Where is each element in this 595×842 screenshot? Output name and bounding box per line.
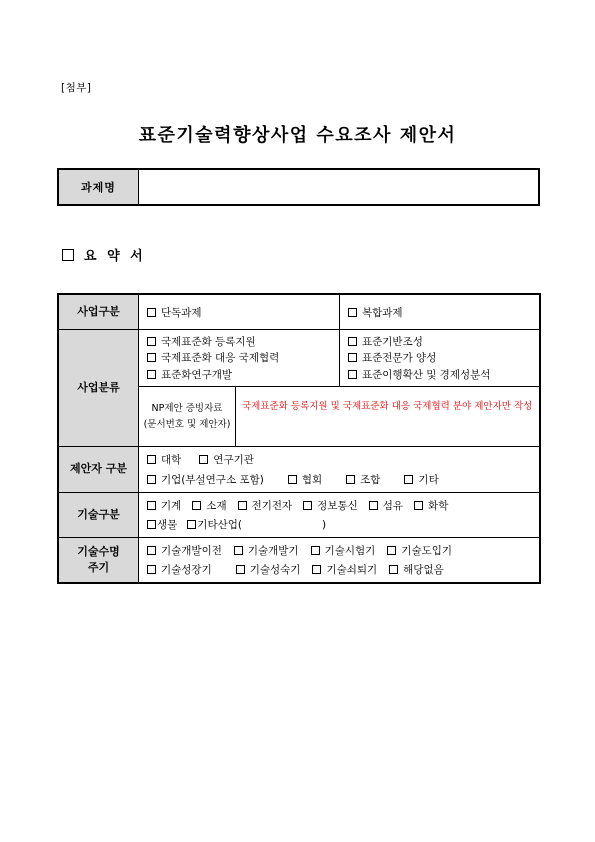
option-electronics[interactable] [238, 498, 293, 513]
option-label: 소재 [206, 500, 227, 512]
option-label: 기업(부설연구소 포함) [161, 473, 264, 486]
option-label: 기술개발기 [247, 545, 299, 557]
option-decline[interactable] [312, 562, 377, 577]
category-right-column [339, 330, 539, 386]
checkbox-icon[interactable] [311, 546, 320, 555]
business-type-label: 사업구분 [59, 295, 139, 329]
option-label: 섬유 [382, 500, 404, 512]
checkbox-icon [62, 249, 74, 261]
summary-table [57, 293, 541, 584]
np-evidence-row [139, 386, 539, 446]
option-intl-standard-cooperation[interactable] [147, 350, 333, 365]
proposer-options-row1 [147, 452, 531, 467]
checkbox-icon[interactable] [147, 520, 156, 529]
checkbox-icon[interactable] [147, 337, 156, 346]
option-label: 기술성숙기 [249, 564, 301, 576]
np-evidence-field[interactable] [236, 387, 539, 446]
option-label: 표준기반조성 [362, 335, 423, 348]
option-label: 해당없음 [403, 564, 444, 576]
option-maturity[interactable] [236, 562, 301, 577]
checkbox-icon[interactable] [147, 353, 156, 362]
option-standard-base[interactable] [348, 334, 533, 349]
tech-options-row1 [147, 498, 531, 513]
proposer-type-row [59, 446, 539, 492]
option-intl-standard-registration[interactable] [147, 334, 333, 349]
option-research-institute[interactable] [199, 452, 254, 467]
option-pre-development[interactable] [147, 543, 222, 558]
option-label: 기술개발이전 [161, 545, 222, 557]
project-name-label: 과제명 [59, 170, 139, 204]
option-label: 조합 [360, 473, 381, 486]
option-chemistry[interactable] [414, 498, 448, 513]
np-label-line2: (문서번호 및 제안자) [143, 418, 231, 430]
option-other[interactable] [404, 472, 438, 487]
checkbox-icon[interactable] [312, 565, 321, 574]
option-label: 기술도입기 [401, 545, 453, 557]
np-evidence-label [139, 387, 236, 446]
option-other-industry[interactable] [187, 517, 326, 532]
option-label: 정보통신 [317, 500, 358, 512]
checkbox-icon[interactable] [404, 475, 413, 484]
business-category-label: 사업분류 [59, 330, 139, 446]
tech-type-row [59, 492, 539, 537]
checkbox-icon[interactable] [389, 565, 398, 574]
option-label: 화학 [428, 500, 449, 512]
option-standard-rnd[interactable] [147, 367, 333, 382]
attachment-label: [첨부] [61, 82, 92, 94]
option-label: 기술시험기 [324, 545, 376, 557]
option-label: 기타 [418, 473, 439, 486]
tech-type-options [139, 493, 539, 537]
project-name-table [57, 168, 540, 206]
checkbox-icon[interactable] [147, 501, 156, 510]
np-note: 국제표준화 등록지원 및 국제표준화 대응 국제협력 분야 제안자만 작성 [242, 401, 533, 412]
option-label: 연구기관 [213, 454, 254, 467]
checkbox-icon[interactable] [303, 501, 312, 510]
business-type-options [139, 295, 539, 329]
checkbox-icon[interactable] [199, 455, 208, 464]
option-label: 기술쇠퇴기 [326, 564, 378, 576]
option-union[interactable] [346, 472, 380, 487]
checkbox-icon[interactable] [369, 501, 378, 510]
checkbox-icon[interactable] [187, 520, 196, 529]
checkbox-icon[interactable] [387, 546, 396, 555]
tech-options-row2 [147, 517, 531, 532]
business-category-body [139, 330, 539, 446]
proposer-type-label: 제안자 구분 [59, 447, 139, 492]
checkbox-icon[interactable] [288, 475, 297, 484]
checkbox-icon[interactable] [348, 370, 357, 379]
checkbox-icon[interactable] [348, 353, 357, 362]
option-label: 대학 [161, 454, 182, 467]
lifecycle-label-line2: 주기 [87, 561, 110, 574]
option-combined-project[interactable] [339, 295, 539, 329]
option-label: 표준이행확산 및 경제성분석 [362, 369, 491, 382]
np-label-line1: NP제안 증빙자료 [151, 403, 223, 415]
checkbox-icon[interactable] [147, 475, 156, 484]
option-university[interactable] [147, 452, 181, 467]
proposer-options-row2 [147, 472, 531, 487]
option-machinery[interactable] [147, 498, 181, 513]
tech-lifecycle-label [59, 538, 139, 582]
option-label: 협회 [301, 473, 323, 486]
checkbox-icon[interactable] [192, 501, 201, 510]
checkbox-icon[interactable] [236, 565, 245, 574]
option-label: 기타산업( [197, 519, 242, 531]
option-label: 복합과제 [362, 306, 403, 319]
proposer-type-options [139, 447, 539, 492]
option-label: 생물 [157, 519, 178, 531]
checkbox-icon[interactable] [414, 501, 423, 510]
business-type-row [59, 295, 539, 329]
checkbox-icon[interactable] [147, 455, 156, 464]
option-label: 표준전문가 양성 [362, 352, 437, 365]
checkbox-icon[interactable] [147, 565, 156, 574]
business-category-row [59, 329, 539, 446]
tech-type-label: 기술구분 [59, 493, 139, 537]
option-growth[interactable] [147, 562, 212, 577]
document-title: 표준기술력향상사업 수요조사 제안서 [138, 125, 457, 146]
option-not-applicable[interactable] [389, 562, 444, 577]
option-biology[interactable] [147, 517, 177, 532]
option-label: 국제표준화 등록지원 [161, 335, 256, 348]
checkbox-icon[interactable] [147, 546, 156, 555]
lifecycle-options-row2 [147, 562, 531, 577]
checkbox-icon[interactable] [348, 337, 357, 346]
option-label: 기계 [161, 500, 182, 512]
option-label: 표준화연구개발 [161, 369, 233, 382]
checkbox-icon[interactable] [147, 308, 156, 317]
close-paren: ) [321, 518, 327, 531]
option-introduction[interactable] [387, 543, 452, 558]
option-ict[interactable] [303, 498, 358, 513]
option-label: 단독과제 [161, 306, 202, 319]
tech-lifecycle-options [139, 538, 539, 582]
project-name-field[interactable] [139, 170, 538, 204]
checkbox-icon[interactable] [348, 308, 357, 317]
option-label: 기술성장기 [161, 564, 212, 576]
option-single-project[interactable] [139, 295, 339, 329]
checkbox-icon[interactable] [234, 546, 243, 555]
lifecycle-options-row1 [147, 543, 531, 558]
business-category-options [139, 330, 539, 386]
category-left-column [139, 330, 339, 386]
section-heading [62, 245, 146, 264]
checkbox-icon[interactable] [346, 475, 355, 484]
lifecycle-label-line1: 기술수명 [77, 544, 120, 558]
tech-lifecycle-row [59, 537, 539, 582]
section-heading-text: 요 약 서 [84, 249, 146, 264]
option-label: 국제표준화 대응 국제협력 [161, 352, 280, 365]
option-testing[interactable] [311, 543, 376, 558]
checkbox-icon[interactable] [147, 370, 156, 379]
option-label: 전기전자 [251, 500, 293, 512]
option-materials[interactable] [192, 498, 226, 513]
option-association[interactable] [288, 472, 322, 487]
option-standard-expert[interactable] [348, 350, 533, 365]
option-standard-diffusion[interactable] [348, 367, 533, 382]
option-development[interactable] [234, 543, 299, 558]
option-company[interactable] [147, 472, 264, 487]
option-textile[interactable] [369, 498, 403, 513]
checkbox-icon[interactable] [238, 501, 247, 510]
